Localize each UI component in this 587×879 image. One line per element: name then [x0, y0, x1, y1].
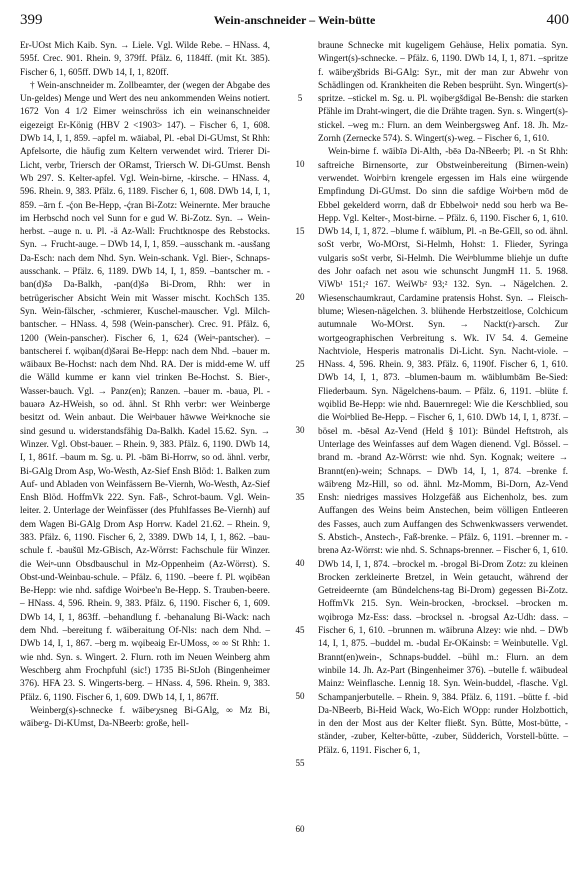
line-number: 55 [295, 758, 305, 768]
line-number: 40 [295, 558, 305, 568]
line-number: 25 [295, 359, 305, 369]
running-title: Wein-anschneider – Wein-bütte [213, 13, 376, 27]
entry-paragraph: Wein-birne f. wāibīǝ Di-Alth, -bēǝ Da-NBeerb; Pl. -n St Rhh: saftreiche Birnensorte, zur Obstweinbereitung (Birnen-wein) verwendet. Woiⁿbiʳn krengele ergessen im Hals eine würgende Empfindung Di-GUmst. Do sinn die safdige Woiⁿbeʳn mōd de Ebbel gekelderd worrn, daß dr Ebbelwoiⁿ nedd sou herb wa Be-Hepp. Vgl. Kelter-, Most-birne. – Pfälz. 6, 1190. Fischer 6, 1, 610. DWb 14, I, 1, 872. –blume f. wāiblum, Pl. -n Be-GEll, so od. ähnl. soSt verbr, Wo-MOrst, Si-Helmh, Hohst: 1. Flieder, Syringa vulgaris soSt verbr, Si-Helmh. Die Weiⁿblumme bliehje un dufte des Johr oafach net ǝsou wie schunscht JungmH 11. 5. 1968. ViWb¹ 151;² 167. WeiWb² 93;² 132. Syn. → Nägelchen. 2. Wiesenschaumkraut, Cardamine pratensis Hohst. Syn. → Fleisch-blume; Wiesen-nägelchen. 3. blühende Herbstzeitlose, Colchicum autumnale Wo-MOrst. Syn. → Nackt(r)-arsch. Zur wortgeographischen Verbreitung s. Wk. IV 54. 4. Gemeine Nachtviole, Hesperis matronalis Di-Licht. Syn. Nacht-viole. – HNass. 4, 596. Rhein. 9, 383. Pfälz. 6, 1190f. Fischer 6, 1, 610. DWb 14, I, 1, 873. –blumen-baum m. wāiblumbām Be-Sied: Fliederbaum. Syn. Nägelchens-baum. – Pfälz. 6, 1191. –blüte f. wǫiblid Be-Hepp: wie nhd. Bauernregel: Wie die Keʳschblied, sou die Woiⁿblied Be-Hepp. – Fischer 6, 1, 610. DWb 14, I, 1, 873f. –bösel m. -bēsǝl Az-Vend (Held § 101): Bündel Heftstroh, als Unterlage des Weinfasses auf dem Wagen dienend. Vgl. Bössel. –brand m. -brand Az-Wörrst: wie nhd. Syn. Kognak; weitere → Brannt(en)-wein; Schnaps. – DWb 14, I, 1, 874. –brenke f. wāibʳeng Mz-Hill, so od. ähnl. Mz-Momm, Bi-Dorn, Az-Vend Ensh: niedriges massives Holzgefäß aus Eichenholz, bes. zum Auffangen des Weins beim Anstechen, beim völligen Entleeren des Fasses, auch zum Auffangen des Schwenkwassers verwendet. S. Abstich-, Anstech-, Faß-brenke. – Pfälz. 6, 1191. –brenner m. -brenǝ Az-Wörrst: wie nhd. S. Schnaps-brenner. – Fischer 6, 1, 610. DWb 14, I, 1, 874. –brockel m. -brogǝl Bi-Drom Zotz: zu kleinen Brocken zerkleinerte Bretzel, in Wein getaucht, während der Getreideernte (am Bündelchens-tag Bi-Drom) gegessen Bi-Zotz. HoffmVk 215. Syn. Wein-brocken, -brocksel. –brocken m. wǫibrogǝ Mz-Ess: dass. –brocksel n. -brogsǝl Az-Udh: dass. – Fischer 6, 1, 610. –brunnen m. wāibrunǝ Alzey: wie nhd. – DWb 14, I, 1, 875. –buddel m. -budǝl Er-OKainsb: = Weinbutelle. Vgl. Brannt(en)wein-, Schnaps-buddel. –bühl m.: Flurn. an dem winbile 14. Jh. Az-Part (Bingenheimer 376). –butelle f. wāibudeǝl Mainz: Weinflasche. Lennig 18. Syn. Wein-buddel, -flasche. Vgl. Schampanjerbutelle. – Rhein. 9, 384. Pfälz. 6, 1191. –bütte f. -bid Da-NBeerb, Bi-Heid Wack, Wo-Eich WOpp: runder Holzbottich, in den der Most aus der Kelter fließt. Syn. Bütte, Most-bütte, -ständer, -zuber, Kelter-bütte, -zuber, Südderich, Vorstell-bütte. – Pfälz. 6, 1191. Fischer 6, 1, [318, 147, 568, 756]
entry-paragraph: † Wein-anschneider m. Zollbeamter, der (wegen der Abgabe des Un-geldes) Menge und Wert des neu ankommenden Weins notiert. 1672 Von 4 1/2 Eimer weinschröss ich ein weinanschneider eigezeigt Er-König (HBV 2 <1903> 147). – Fischer 6, 1, 608. DWb 14, I, 1, 859. –apfel m. wāiabǝl, Pl. -ebǝl Di-GUmst, St Rhh: Apfelsorte, die häufig zum Keltern verwendet wird. Trierer Di-Licht, verbr, Triersch der ORamst, Triersch W. Di-GUmst. Bensh Wb 297. S. Kelter-apfel. Vgl. Wein-birne, -kirsche. – HNass. 4, 596. Rhein. 9, 383. Pfälz. 6, 1189. Fischer 6, 1, 608. DWb 14, I, 1, 859. –ārn f. -ḉon Be-Hepp, -ḉran Bi-Zotz: Weinernte. Mer brauche im Herbschd noch vel Sunn for e gud W. Bi-Zotz. Syn. → Wein-herbst. –auge n. u. Pl. -ä Az-Wall: Fruchtknospe des Rebstocks. Syn. → Frucht-auge. – DWb 14, I, 1, 859. –ausschank m. -ausšang Da-Esch: nach dem Nhd. Syn. Wein-schank. Vgl. Bier-, Schnaps-ausschank. – Pfälz. 6, 1189. DWb 14, I, 1, 859. –bantscher m. -ban(d)šǝ Da-Balkh, -pan(d)šǝ Bi-Drom, Rhh: wer in betrügerischer Absicht Wein mit Wasser mischt. KochSch 135. Syn. Wein-fälscher, -schmierer, Kuschel-mauscher. Vgl. Milch-bantscher. – HNass. 4, 598 (Wein-panscher). Crec. 91. Pfälz. 6, 1200 (Wein-panscher). Fischer 6, 1, 624 (Weiⁿ-pantscher). –bantscherei f. wǫiban(d)šǝrai Be-Hepp: nach dem Nhd. –bauer m. wāibaux Be-Hochst: nach dem Nhd. RA. Der is midd-eme W. uff die Wälld kumme er kann viel trinken Be-Hochst. S. Bier-, Wasser-bauch. Vgl. → Panz(en); Ranzen. –bauer m. -bauǝ, Pl. -bauǝrǝ Az-HWeish, so od. ähnl. St Rhh verbr: wer Weinberge besitzt od. Wein anbaut. Die Weiⁿbauer hāwwe Weiⁿknoche sie sind gesund u. widerstandsfähig Da-Balkh. Kadel 15.62. Syn. → Winzer. Vgl. Obst-bauer. – Rhein. 9, 383. Pfälz. 6, 1190. DWb 14, I, 1, 861f. –baum m. Sg. u. Pl. -bām Bi-Horrw, so od. ähnl. verbr, Bi-GAlg Drom Asp, Wo-Westh, Az-Sief Ensh Blöd: 1. Balken zum Auf- und Abladen von Weinfässern Be-Viernh, Wo-Westh, Az-Sief Ensh Blöd. HoffmVk 222. Syn. Faß-, Schrot-baum. Vgl. Wein-leiter. 2. Unterlage der Weinfässer (des Pfuhlfasses Be-Viernh) auf dem Wagen Bi-GAlg Drom Asp Horrw. Kadel 21.62. – Rhein. 9, 383. Pfälz. 6, 1190. Fischer 6, 2, 3389. DWb 14, I, 1, 862. –bau-schule f. -baušūl Mz-GBisch, Az-Wörrst: Fachschule für Winzer. die Weiⁿ-unn Obsdbauschul in Mz-Oppenheim (Az-Wörrst). S. Obst-und-Weinbau-schule. – Pfälz. 6, 1190. –beere f. Pl. wǫibēǝn Be-Hepp: wie nhd. safdige Woiⁿbee'n Be-Hepp. S. Trauben-beere. – HNass. 4, 596. Rhein. 9, 383. Pfälz. 6, 1190. Fischer 6, 1, 609. DWb 14, I, 1, 863ff. –behandlung f. -behanalung Bi-Wack: nach dem Nhd. –bereitung f. wāiberaitung Of-Nls: nach dem Nhd. – DWb 14, I, 1, 867. –berg m. wǫibeǝig Er-UMoss, ∞ ∞ St Rhh: 1. wie nhd. Syn. s. Wingert. 2. Flurn. roth im Neuen Weinberg ahm Weschberg ahm Frochpfuhl (sic!) 1735 Bi-StJoh (Bingenheimer 376). HFA 23. S. Wingerts-berg. – HNass. 4, 596. Rhein. 9, 383. Pfälz. 6, 1190. Fischer 6, 1, 609. DWb 14, I, 1, 867ff. [20, 80, 270, 703]
line-number: 50 [295, 691, 305, 701]
line-number: 5 [297, 93, 303, 103]
line-number: 45 [295, 625, 305, 635]
line-number: 30 [295, 425, 305, 435]
line-number: 35 [295, 492, 305, 502]
line-number: 60 [295, 824, 305, 834]
line-number: 15 [295, 226, 305, 236]
page-number-right: 400 [546, 12, 569, 28]
entry-paragraph: Er-UOst Mich Kaib. Syn. → Liele. Vgl. Wilde Rebe. – HNass. 4, 595f. Crec. 901. Rhein. 9, 379ff. Pfälz. 6, 1184ff. (mit Kt. 385). Fischer 6, 1, 605ff. DWb 14, I, 1, 820ff. [20, 41, 270, 78]
left-column [20, 40, 270, 731]
entry-paragraph: braune Schnecke mit kugeligem Gehäuse, Helix pomatia. Syn. Wingert(s)-schnecke. – Pfälz. 6, 1190. DWb 14, I, 1, 871. –spritze f. wāibeʳχšbrids Bi-GAlg: Syr., mit der man zur Abwehr von Schädlingen od. Krankheiten die Reben besprüht. Syn. Wingert(s)-spritze. –stickel m. Sg. u. Pl. wǫibeʳgšdigǝl Be-Bensh: die starken Pfähle im Draht-wingert, die die Drähte tragen. Syn. s. Wingert(s)-stickel. –weg m.: Flurn. an dem Weinbergsweg Anf. 18. Jh. Mz-Zornh (Zernecke 574). S. Wingert(s)-weg. – Fischer 6, 1, 610. [318, 41, 568, 145]
running-header [20, 12, 569, 30]
right-column [318, 40, 568, 758]
page-number-left: 399 [20, 12, 43, 28]
line-number: 20 [295, 292, 305, 302]
line-number: 10 [295, 159, 305, 169]
entry-paragraph: Weinberg(s)-schnecke f. wāibeʳχsneg Bi-GAlg, ∞ Mz Bi, wāibeʳg- Di-KUmst, Da-NBeerb: große, hell- [20, 705, 270, 730]
